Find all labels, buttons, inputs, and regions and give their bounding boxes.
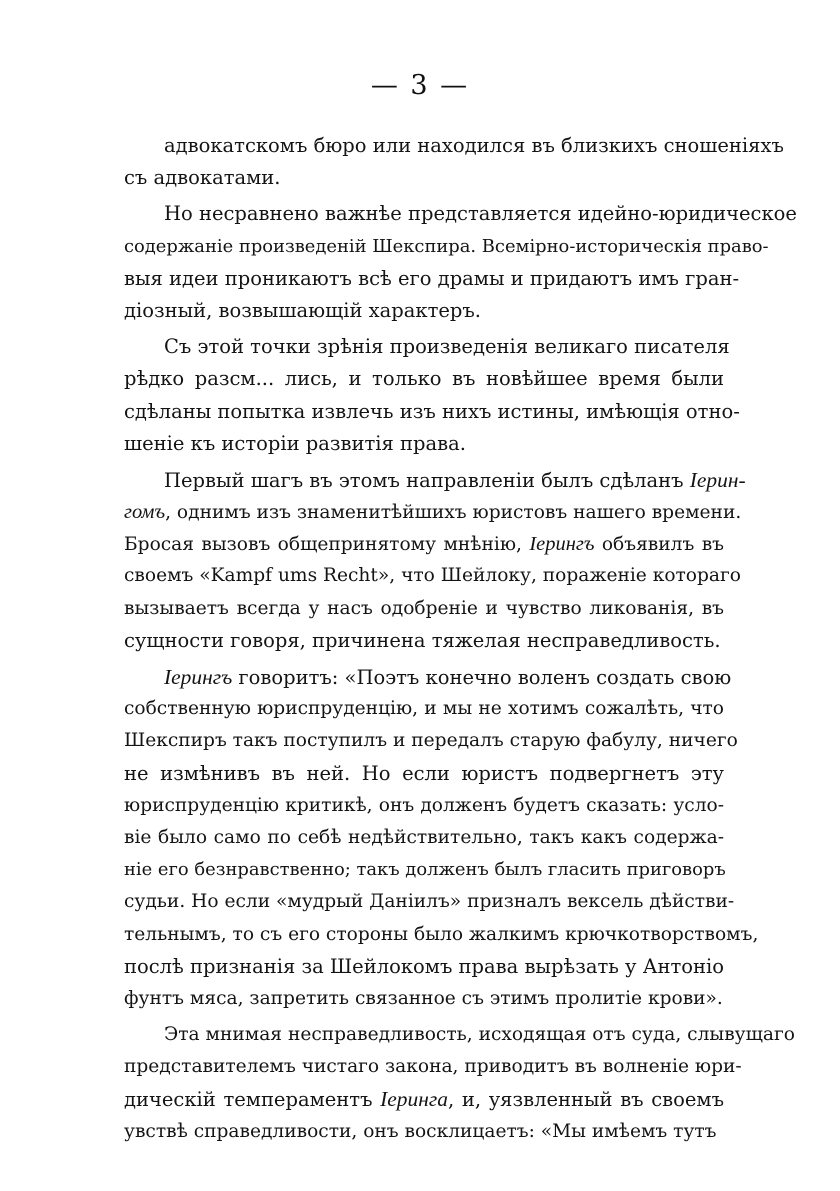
page-number: — 3 — xyxy=(370,70,470,101)
text-line: юриспруденцію критикѣ, онъ долженъ будетъ сказать: усло- xyxy=(124,794,724,816)
text-line: своемъ «Kampf ums Recht», что Шейлоку, пораженіе котораго xyxy=(124,565,741,587)
italic-name: Іерингъ xyxy=(164,665,233,689)
text-segment: объявилъ въ xyxy=(594,534,724,556)
text-line: тельнымъ, то съ его стороны было жалкимъ крючкотворствомъ, xyxy=(124,923,759,945)
text-line xyxy=(124,528,724,560)
text-line: рѣдко разсм... лись, и только въ новѣйшее время были xyxy=(124,367,724,391)
paragraph xyxy=(124,130,784,194)
text-line: Съ этой точки зрѣнія произведенія великаго писателя xyxy=(164,335,730,359)
text-segment: дическій темпераментъ xyxy=(124,1088,381,1112)
italic-name: Іеринга xyxy=(380,1087,448,1112)
text-line: вызываетъ всегда у насъ одобреніе и чувство ликованія, въ xyxy=(124,597,724,619)
text-line: увствѣ справедливости, онъ восклицаетъ: «Мы имѣемъ тутъ xyxy=(124,1120,717,1142)
text-line: послѣ признанія за Шейлокомъ права вырѣзать у Антоніо xyxy=(124,954,724,978)
text-line: сдѣланы попытка извлечь изъ нихъ истины, имѣющія отно- xyxy=(124,399,740,423)
text-line: не измѣнивъ въ ней. Но если юристъ подвергнетъ эту xyxy=(124,761,724,785)
text-segment: , и, уязвленный въ своемъ xyxy=(447,1088,724,1112)
text-line: шеніе къ исторіи развитія права. xyxy=(124,431,466,455)
text-line xyxy=(124,464,746,496)
text-line: Но несравнено важнѣе представляется идейно-юридическое xyxy=(164,202,797,226)
text-segment: Первый шагъ въ этомъ направленіи былъ сдѣланъ xyxy=(164,468,690,492)
text-line: фунтъ мяса, запретить связанное съ этимъ пролитіе крови». xyxy=(124,987,723,1009)
text-line: съ адвокатами. xyxy=(124,166,281,190)
text-line: собственную юриспруденцію, и мы не хотимъ сожалѣть, что xyxy=(124,698,724,720)
text-line: выя идеи проникаютъ всѣ его драмы и придаютъ имъ гран- xyxy=(124,266,740,290)
paragraph xyxy=(124,464,746,657)
paragraph xyxy=(124,1019,795,1148)
text-segment: Бросая вызовъ общепринятому мнѣнію, xyxy=(124,534,530,556)
text-line: судьи. Но если «мудрый Даніилъ» призналъ вексель дѣйстви- xyxy=(124,891,735,913)
text-line: Эта мнимая несправедливость, исходящая отъ суда, слывущаго xyxy=(164,1024,795,1046)
italic-name: гомъ xyxy=(124,501,166,524)
paragraph xyxy=(124,661,759,1015)
text-line xyxy=(124,661,732,693)
paragraph xyxy=(124,331,740,460)
text-segment: говоритъ: «Поэтъ конечно воленъ создать свою xyxy=(232,666,732,689)
text-segment: , однимъ изъ знаменитѣйшихъ юристовъ нашего времени. xyxy=(165,502,742,524)
text-line: представителемъ чистаго закона, приводитъ въ волненіе юри- xyxy=(124,1056,742,1078)
text-line xyxy=(124,496,742,528)
paragraph xyxy=(124,198,797,327)
text-line: віе было само по себѣ недѣйствительно, такъ какъ содержа- xyxy=(124,826,724,848)
text-line: Шекспиръ такъ поступилъ и передалъ старую фабулу, ничего xyxy=(124,730,738,752)
body-text xyxy=(124,130,797,1148)
text-line: ніе его безнравственно; такъ долженъ былъ гласить приговоръ xyxy=(124,859,726,881)
text-line xyxy=(124,1083,724,1115)
italic-name: Іерин- xyxy=(689,467,746,492)
italic-name: Іерингъ xyxy=(529,533,595,556)
text-line: сущности говоря, причинена тяжелая несправедливость. xyxy=(124,628,721,652)
text-line: діозный, возвышающій характеръ. xyxy=(124,298,482,322)
text-line: адвокатскомъ бюро или находился въ близкихъ сношеніяхъ xyxy=(164,134,784,157)
text-line: содержаніе произведеній Шекспира. Всемірно-историческія право- xyxy=(124,235,769,257)
